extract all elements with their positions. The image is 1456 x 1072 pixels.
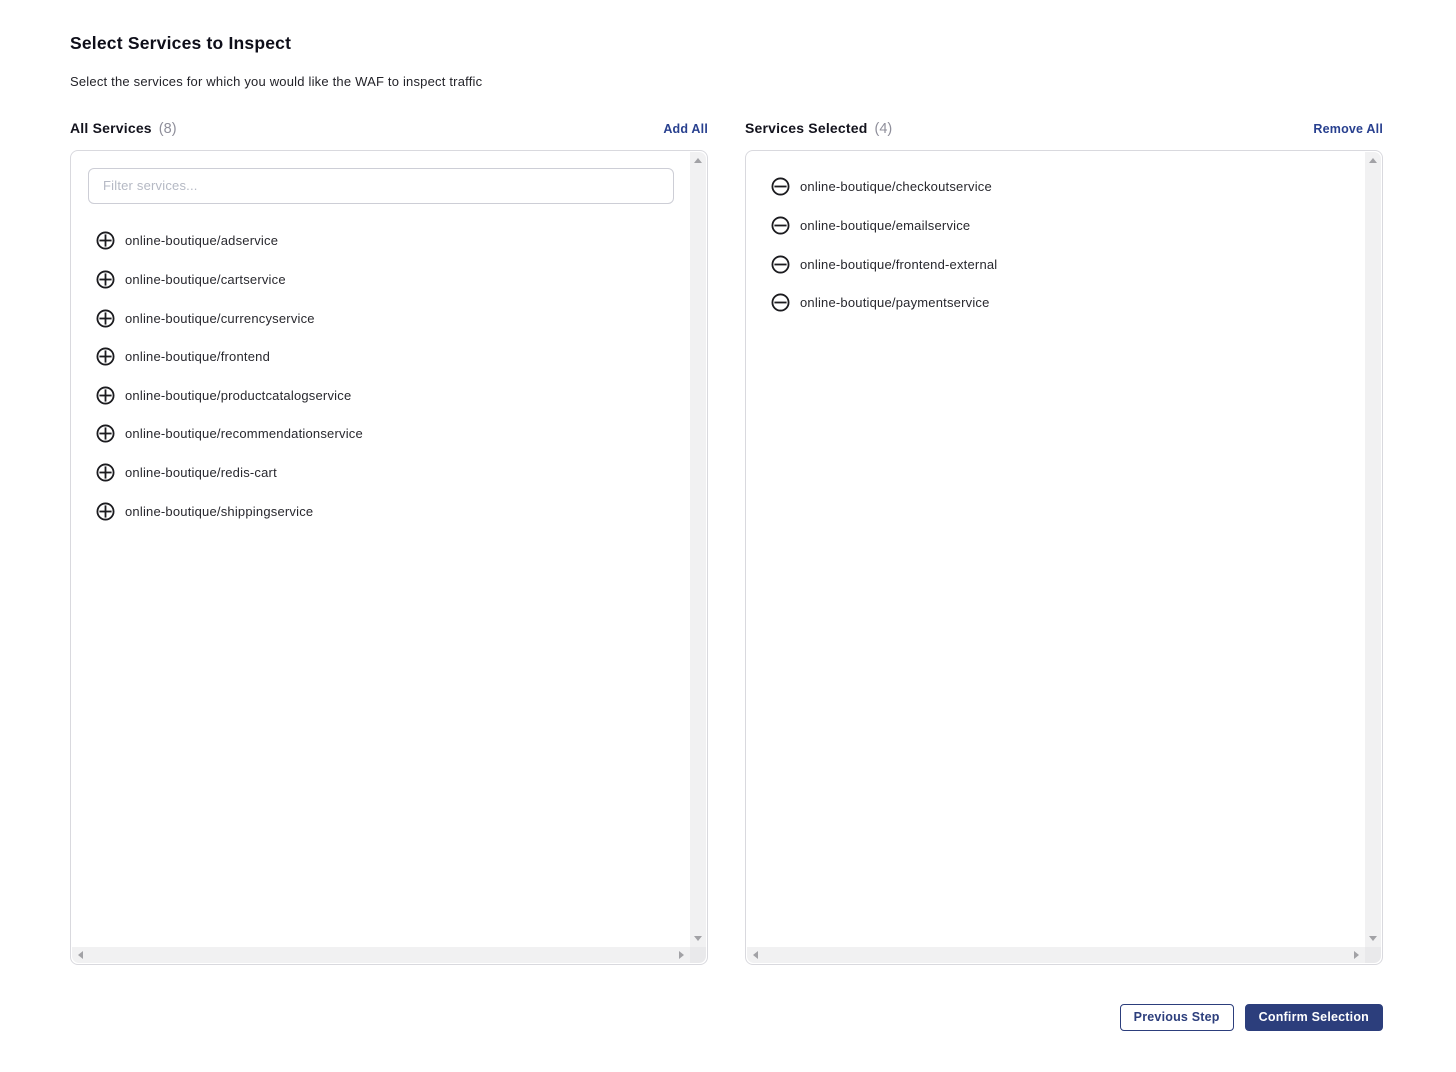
vertical-scrollbar[interactable] xyxy=(1365,152,1381,947)
horizontal-scrollbar[interactable] xyxy=(747,947,1365,963)
previous-step-button[interactable]: Previous Step xyxy=(1120,1004,1234,1031)
selected-services-header xyxy=(745,120,1383,138)
circle-plus-icon[interactable] xyxy=(96,231,115,250)
all-services-column xyxy=(70,120,708,965)
circle-plus-icon[interactable] xyxy=(96,386,115,405)
selected-services-heading: Services Selected xyxy=(745,120,868,137)
add-all-link[interactable]: Add All xyxy=(663,121,708,136)
service-item-available[interactable] xyxy=(72,453,690,492)
service-item-selected[interactable] xyxy=(747,168,1365,207)
service-name: online-boutique/shippingservice xyxy=(125,503,314,519)
circle-minus-icon[interactable] xyxy=(771,177,790,196)
all-services-heading: All Services xyxy=(70,120,152,137)
page-subtitle: Select the services for which you would like the WAF to inspect traffic xyxy=(70,74,483,89)
service-name: online-boutique/recommendationservice xyxy=(125,426,363,442)
service-name: online-boutique/paymentservice xyxy=(800,295,990,311)
circle-plus-icon[interactable] xyxy=(96,424,115,443)
circle-minus-icon[interactable] xyxy=(771,216,790,235)
scroll-left-arrow-icon[interactable] xyxy=(753,951,758,959)
service-item-available[interactable] xyxy=(72,415,690,454)
horizontal-scrollbar[interactable] xyxy=(72,947,690,963)
all-services-list xyxy=(72,222,690,531)
service-item-available[interactable] xyxy=(72,492,690,531)
all-services-count: (8) xyxy=(158,121,177,138)
service-item-selected[interactable] xyxy=(747,283,1365,322)
circle-plus-icon[interactable] xyxy=(96,270,115,289)
footer-actions xyxy=(70,1004,1383,1031)
service-name: online-boutique/checkoutservice xyxy=(800,179,992,195)
service-item-available[interactable] xyxy=(72,299,690,338)
transfer-columns xyxy=(70,120,1383,965)
circle-minus-icon[interactable] xyxy=(771,255,790,274)
service-name: online-boutique/frontend xyxy=(125,349,271,365)
selected-services-panel-content xyxy=(747,152,1365,947)
scroll-up-arrow-icon[interactable] xyxy=(694,158,702,163)
service-name: online-boutique/redis-cart xyxy=(125,464,277,480)
scrollbar-corner xyxy=(1365,947,1381,963)
scroll-down-arrow-icon[interactable] xyxy=(694,936,702,941)
selected-services-panel xyxy=(745,150,1383,965)
service-name: online-boutique/emailservice xyxy=(800,217,971,233)
circle-plus-icon[interactable] xyxy=(96,309,115,328)
vertical-scrollbar[interactable] xyxy=(690,152,706,947)
all-services-panel-content xyxy=(72,152,690,947)
selected-services-column xyxy=(745,120,1383,965)
circle-plus-icon[interactable] xyxy=(96,463,115,482)
selected-services-list xyxy=(747,168,1365,322)
service-item-available[interactable] xyxy=(72,376,690,415)
service-item-selected[interactable] xyxy=(747,245,1365,284)
circle-plus-icon[interactable] xyxy=(96,347,115,366)
service-name: online-boutique/currencyservice xyxy=(125,310,315,326)
service-item-available[interactable] xyxy=(72,260,690,299)
page-title: Select Services to Inspect xyxy=(70,33,292,53)
remove-all-link[interactable]: Remove All xyxy=(1313,121,1383,136)
filter-services-input[interactable] xyxy=(88,168,674,204)
service-item-selected[interactable] xyxy=(747,206,1365,245)
scroll-left-arrow-icon[interactable] xyxy=(78,951,83,959)
service-name: online-boutique/frontend-external xyxy=(800,256,998,272)
confirm-selection-button[interactable]: Confirm Selection xyxy=(1245,1004,1383,1031)
scrollbar-corner xyxy=(690,947,706,963)
all-services-panel xyxy=(70,150,708,965)
all-services-header xyxy=(70,120,708,138)
service-item-available[interactable] xyxy=(72,337,690,376)
service-name: online-boutique/cartservice xyxy=(125,271,286,287)
selected-services-count: (4) xyxy=(874,121,893,138)
service-item-available[interactable] xyxy=(72,222,690,261)
circle-plus-icon[interactable] xyxy=(96,502,115,521)
service-name: online-boutique/adservice xyxy=(125,233,279,249)
scroll-right-arrow-icon[interactable] xyxy=(679,951,684,959)
scroll-down-arrow-icon[interactable] xyxy=(1369,936,1377,941)
scroll-right-arrow-icon[interactable] xyxy=(1354,951,1359,959)
service-name: online-boutique/productcatalogservice xyxy=(125,387,352,403)
circle-minus-icon[interactable] xyxy=(771,293,790,312)
scroll-up-arrow-icon[interactable] xyxy=(1369,158,1377,163)
